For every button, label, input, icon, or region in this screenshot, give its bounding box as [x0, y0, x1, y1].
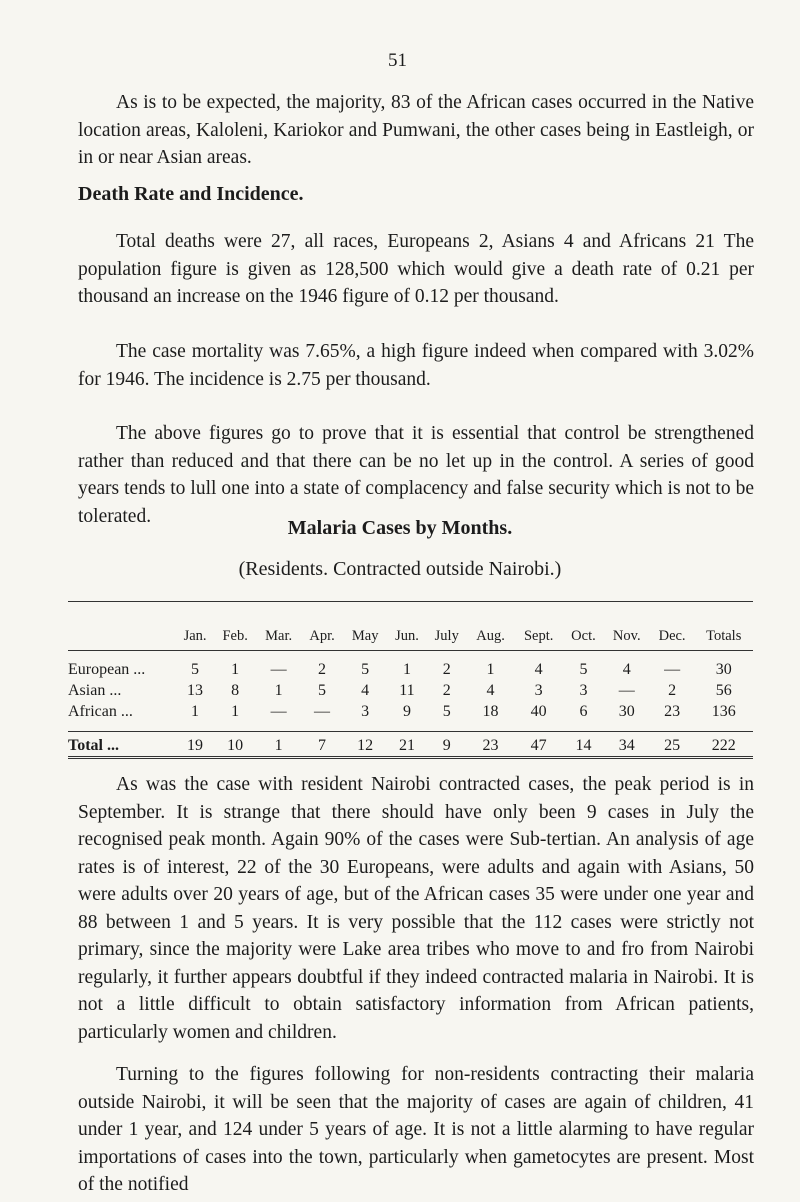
table-cell: 1	[191, 702, 200, 720]
table-cell: 5	[191, 660, 200, 678]
table-cell: 5	[442, 702, 451, 720]
row-label: Asian ...	[68, 681, 122, 699]
total-cell: 34	[618, 736, 635, 754]
header-cell: May	[351, 628, 379, 644]
total-cell: 7	[318, 736, 327, 754]
total-cell: 10	[227, 736, 244, 754]
malaria-cases-table	[68, 628, 753, 756]
table-subtitle: (Residents. Contracted outside Nairobi.)	[238, 558, 562, 580]
table-cell: 2	[668, 681, 677, 699]
table-cell: —	[664, 660, 681, 678]
header-cell	[68, 628, 176, 659]
row-label: European ...	[68, 660, 146, 678]
paragraph-african-cases: As is to be expected, the majority, 83 of the African cases occurred in the Native location areas, Kaloleni, Kariokor and Pumwani, the other cases being in Eastleigh, or in or near Asian areas.	[78, 92, 754, 168]
table-cell: 5	[318, 681, 327, 699]
table-cell: 4	[486, 681, 495, 699]
table-total-row	[68, 722, 753, 756]
table-cell: 136	[711, 702, 736, 720]
table-row	[68, 680, 753, 701]
table-bottom-rule	[68, 756, 753, 759]
table-cell: 4	[622, 660, 631, 678]
header-cell: Nov.	[612, 628, 641, 644]
paragraph-case-mortality: The case mortality was 7.65%, a high figure indeed when compared with 3.02% for 1946. The incidence is 2.75 per thousand.	[78, 341, 754, 390]
header-cell: Totals	[706, 628, 742, 644]
table-row	[68, 659, 753, 680]
paragraph-peak-period: As was the case with resident Nairobi contracted cases, the peak period is in September. It is strange that there should have only been 9 cases in July the recognised peak month. Again 90% of the cases were Sub-tertian. An analysis of age rates is of interest, 22 of the 30 Europeans, were adults and again with Asians, 50 were adults over 20 years of age, but of the African cases 35 were under one year and 88 between 1 and 5 years. It is very possible that the 112 cases were strictly not primary, since the majority were Lake area tribes who move to and fro from Nairobi regularly, it further appears doubtful if they indeed contracted malaria in Nairobi. It is not a little difficult to obtain satisfactory information from African patients, particularly women and children.	[78, 774, 754, 1043]
total-cell: 9	[442, 736, 451, 754]
total-cell: 47	[530, 736, 547, 754]
header-cell: July	[434, 628, 459, 644]
table-cell: 4	[534, 660, 543, 678]
table-cell: 3	[579, 681, 588, 699]
total-cell: 23	[482, 736, 499, 754]
table-cell: 4	[361, 681, 370, 699]
table-cell: 13	[187, 681, 204, 699]
table-cell: 5	[579, 660, 588, 678]
header-cell: Jan.	[183, 628, 207, 644]
header-cell: Oct.	[571, 628, 596, 644]
page-number: 51	[388, 50, 407, 71]
paragraph-total-deaths: Total deaths were 27, all races, Europeans 2, Asians 4 and Africans 21 The population figure is given as 128,500 which would give a death rate of 0.21 per thousand an increase on the 1946 figure of 0.12 per thousand.	[78, 231, 754, 307]
table-header-row	[68, 628, 753, 659]
table-cell: 11	[399, 681, 415, 699]
table-cell: 30	[715, 660, 732, 678]
total-cell: 19	[187, 736, 204, 754]
total-cell: 21	[398, 736, 415, 754]
total-cell: 222	[711, 736, 736, 754]
table-cell: 3	[534, 681, 543, 699]
table-cell: 1	[402, 660, 411, 678]
table-cell: 2	[442, 681, 451, 699]
paragraph-non-residents: Turning to the figures following for non-residents contracting their malaria outside Nairobi, it will be seen that the majority of cases are again of children, 41 under 1 year, and 124 under 5 years of age. It is not a little alarming to have regular importations of cases into the town, particularly when gametocytes are present. Most of the notified	[78, 1064, 754, 1195]
header-cell: Mar.	[265, 628, 293, 644]
table-title: Malaria Cases by Months.	[287, 517, 513, 539]
table-cell: 30	[618, 702, 635, 720]
total-cell: 12	[357, 736, 374, 754]
table-cell: 40	[530, 702, 547, 720]
header-cell: Sept.	[523, 628, 554, 644]
table-row	[68, 701, 753, 722]
header-cell: Apr.	[309, 628, 335, 644]
table-cell: 2	[318, 660, 327, 678]
table-cell: —	[270, 660, 287, 678]
header-cell: Feb.	[222, 628, 248, 644]
table-cell: 1	[231, 660, 240, 678]
heading-death-rate: Death Rate and Incidence.	[78, 183, 304, 205]
total-label: Total ...	[68, 736, 119, 754]
table-cell: 1	[486, 660, 495, 678]
table-cell: —	[270, 702, 287, 720]
table-cell: 8	[231, 681, 240, 699]
table-cell: 56	[715, 681, 732, 699]
total-cell: 1	[274, 736, 283, 754]
table-top-rule	[68, 601, 753, 602]
table-cell: 3	[361, 702, 370, 720]
total-cell: 25	[664, 736, 681, 754]
table-cell: 5	[361, 660, 370, 678]
row-label: African ...	[68, 702, 133, 720]
table-cell: 9	[402, 702, 411, 720]
total-cell: 14	[575, 736, 592, 754]
header-cell: Dec.	[658, 628, 686, 644]
table-cell: 1	[231, 702, 240, 720]
table-cell: 6	[579, 702, 588, 720]
table-cell: 2	[442, 660, 451, 678]
table-cell: —	[618, 681, 635, 699]
table-cell: 18	[482, 702, 499, 720]
paragraph-control: The above figures go to prove that it is essential that control be strengthened rather than reduced and that there can be no let up in the control. A series of good years tends to lull one into a state of complacency and false security which is not to be tolerated.	[78, 423, 754, 527]
header-cell: Aug.	[476, 628, 505, 644]
table-cell: 1	[274, 681, 283, 699]
table-cell: 23	[664, 702, 681, 720]
header-cell: Jun.	[395, 628, 419, 644]
table-cell: —	[314, 702, 331, 720]
